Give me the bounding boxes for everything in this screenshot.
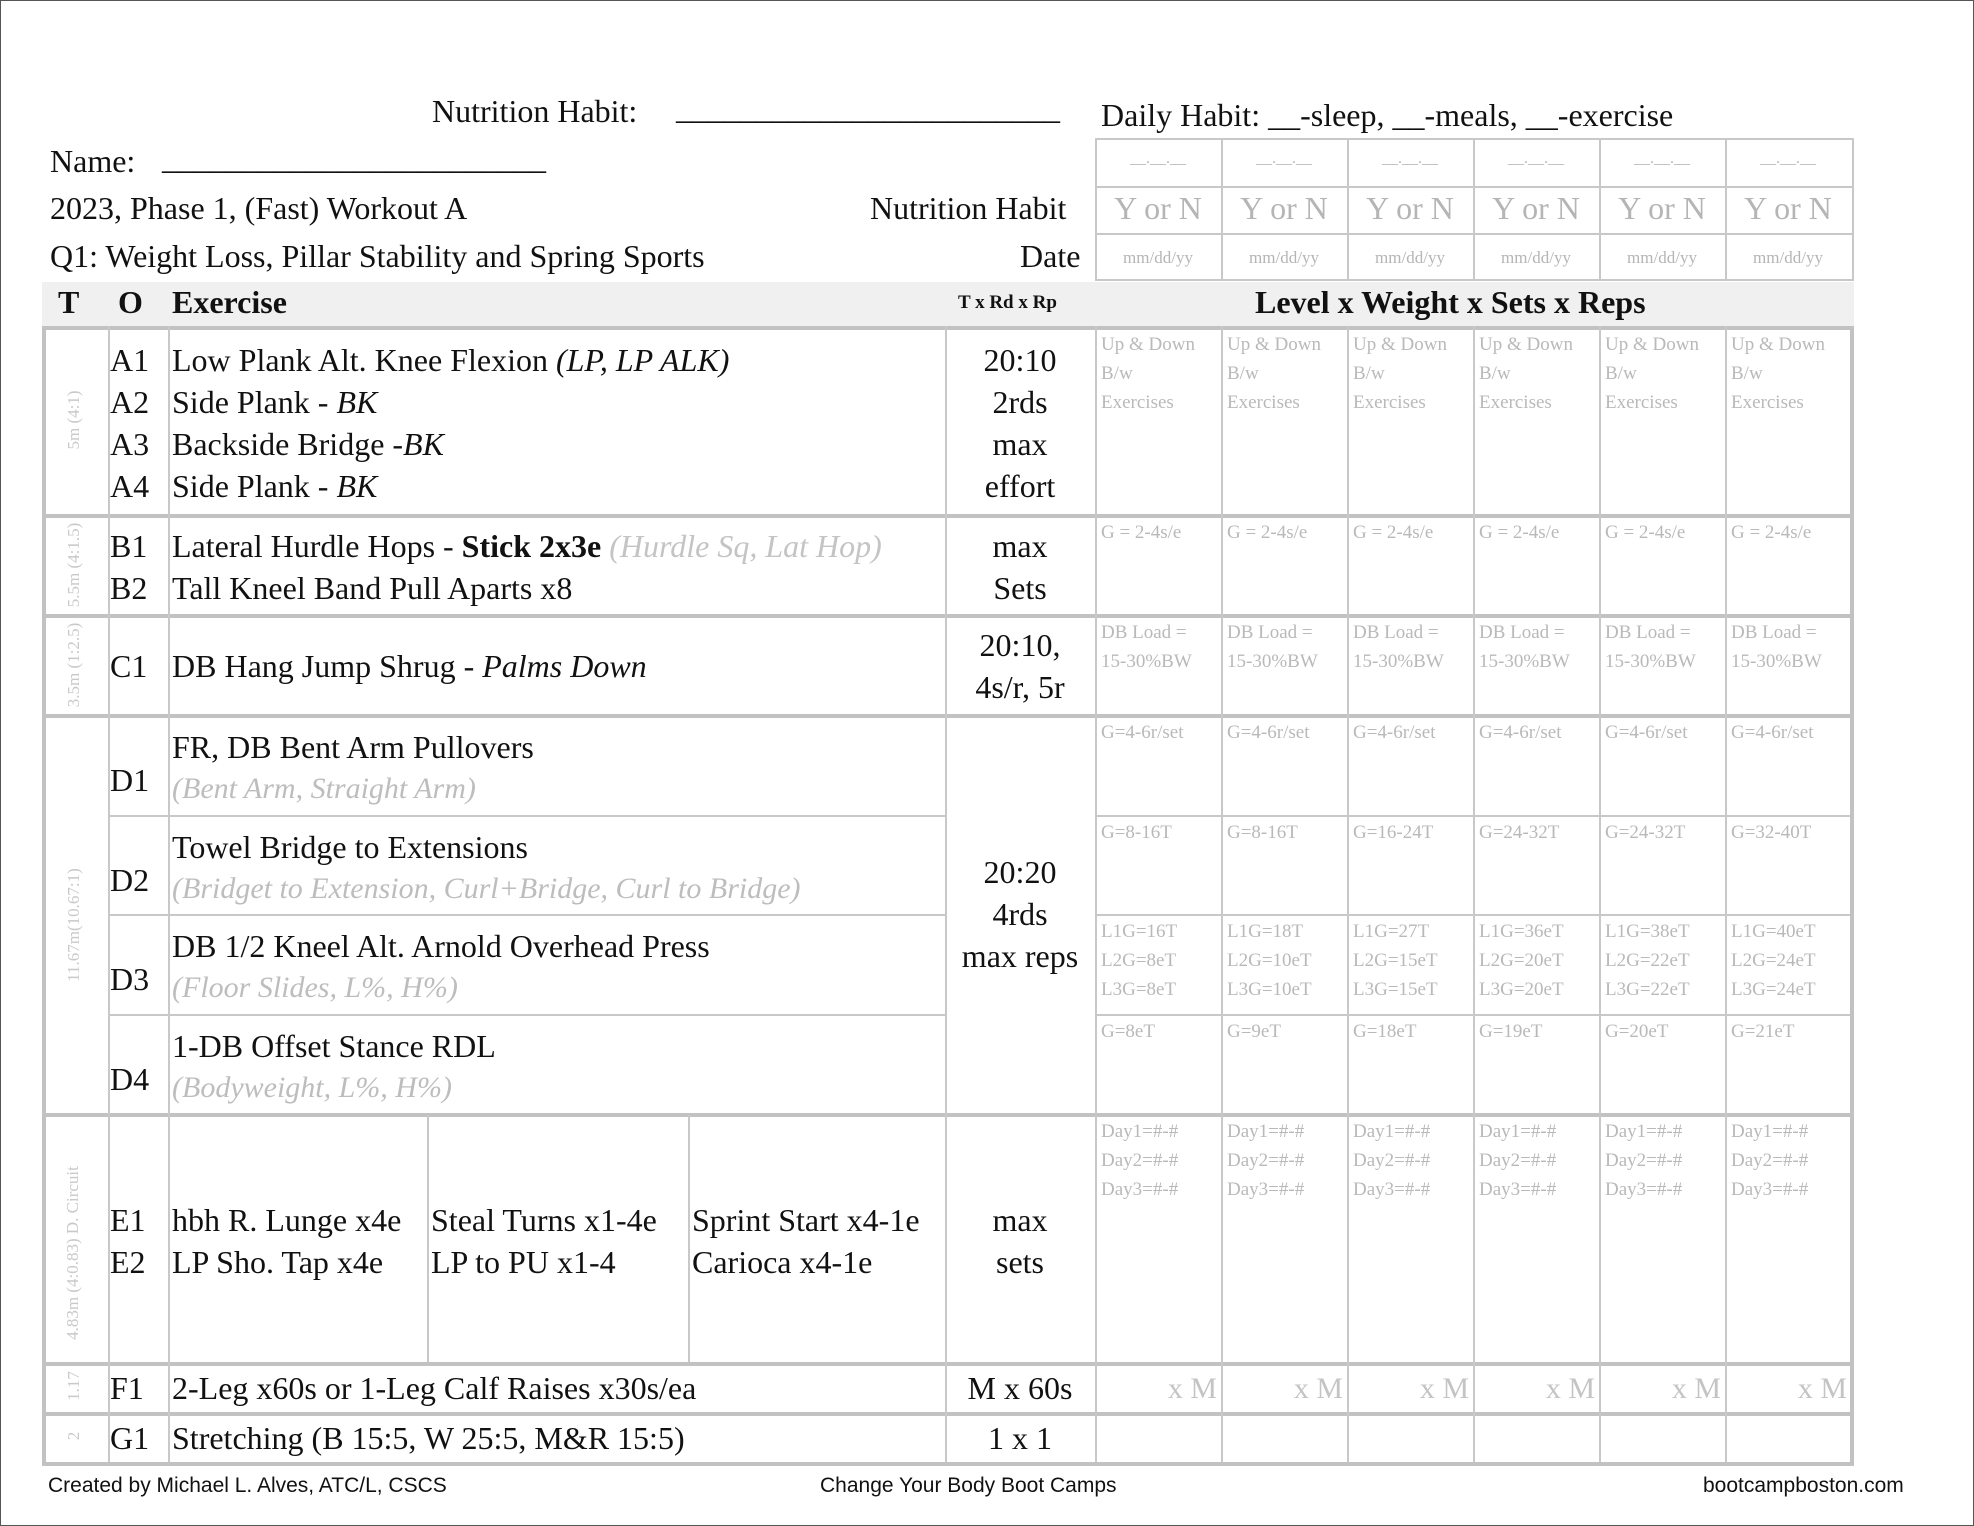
grid-line [1095,326,1097,1462]
date-cell[interactable]: mm/dd/yy [1249,248,1319,267]
footer-website[interactable]: bootcampboston.com [1703,1474,1904,1497]
name-label: Name: [50,143,136,179]
block-a-note[interactable]: Up & Down B/w Exercises [1353,334,1447,413]
block-c-note[interactable]: DB Load = 15-30%BW [1227,622,1318,672]
exercise-g1: Stretching (B 15:5, W 25:5, M&R 15:5) [172,1420,685,1456]
nutrition-habit-field[interactable]: ________________________ [676,90,1060,126]
block-f-note[interactable]: x M [1545,1372,1595,1405]
code-a2: A2 [110,384,150,420]
daily-habit-label[interactable]: Daily Habit: __-sleep, __-meals, __-exercise [1101,97,1674,133]
block-d3-note[interactable]: L1G=18T L2G=10eT L3G=10eT [1227,921,1312,1000]
block-a-note[interactable]: Up & Down B/w Exercises [1479,334,1573,413]
block-a-codes [110,339,160,507]
grid-line [1473,138,1475,281]
col-header-level: Level x Weight x Sets x Reps [1255,284,1646,320]
code-g1: G1 [110,1420,150,1456]
block-d3-note[interactable]: L1G=16T L2G=8eT L3G=8eT [1101,921,1178,1000]
code-b2: B2 [110,570,148,606]
exercise-f1: 2-Leg x60s or 1-Leg Calf Raises x30s/ea [172,1370,697,1406]
grid-line [1347,138,1349,281]
block-e-codes [110,1199,160,1283]
grid-line [42,1462,1854,1466]
grid-line [110,1014,945,1016]
date-cell[interactable]: mm/dd/yy [1627,248,1697,267]
block-b-time: 5.5m (4:1.5) [64,522,83,608]
block-d3-note[interactable]: L1G=36eT L2G=20eT L3G=20eT [1479,921,1564,1000]
block-f-note[interactable]: x M [1293,1372,1343,1405]
nutrition-yn-cell[interactable]: Y or N [1240,190,1328,226]
block-b-note[interactable]: G = 2-4s/e [1479,522,1560,543]
block-d3-note[interactable]: L1G=40eT L2G=24eT L3G=24eT [1731,921,1816,1000]
col-header-exercise: Exercise [172,284,287,320]
block-e-note[interactable]: Day1=#-# Day2=#-# Day3=#-# [1227,1121,1305,1200]
tick-cell[interactable]: __.__.__ [1508,150,1564,167]
block-b-note[interactable]: G = 2-4s/e [1731,522,1812,543]
exercise-b1: Lateral Hurdle Hops - Stick 2x3e (Hurdle Sq, Lat Hop) [172,528,882,564]
code-d2: D2 [110,862,150,898]
exercise-a1: Low Plank Alt. Knee Flexion (LP, LP ALK) [172,342,730,378]
exercise-d3: DB 1/2 Kneel Alt. Arnold Overhead Press [172,928,710,964]
col-header-t: T [58,284,80,320]
tick-cell[interactable]: __.__.__ [1634,150,1690,167]
block-c-time: 3.5m (1:2.5) [64,622,83,708]
block-g-time: 2 [64,1431,83,1441]
exercise-d4: 1-DB Offset Stance RDL [172,1028,496,1064]
grid-line [42,1113,1854,1117]
exercise-d4-alternatives: (Bodyweight, L%, H%) [172,1071,452,1104]
nutrition-yn-cell[interactable]: Y or N [1744,190,1832,226]
block-a-exercises [172,339,942,507]
grid-line [1852,138,1854,281]
date-cell[interactable]: mm/dd/yy [1375,248,1445,267]
block-d2-note[interactable]: G=16-24T [1353,822,1434,843]
nutrition-habit-label: Nutrition Habit: [432,93,638,129]
grid-line [688,1115,690,1362]
tick-cell[interactable]: __.__.__ [1256,150,1312,167]
code-e2: E2 [110,1244,146,1280]
block-f-note[interactable]: x M [1797,1372,1847,1405]
code-e1: E1 [110,1202,146,1238]
date-cell[interactable]: mm/dd/yy [1123,248,1193,267]
block-b-exercises [172,525,942,609]
grid-line [168,326,170,1462]
date-row-label: Date [1020,238,1081,274]
block-c-note[interactable]: DB Load = 15-30%BW [1101,622,1192,672]
date-cell[interactable]: mm/dd/yy [1753,248,1823,267]
code-d3: D3 [110,961,150,997]
block-b-codes [110,525,160,609]
grid-line [110,914,945,916]
exercise-d1: FR, DB Bent Arm Pullovers [172,729,534,765]
exercise-d2: Towel Bridge to Extensions [172,829,528,865]
block-f-note[interactable]: x M [1167,1372,1217,1405]
grid-line [42,1362,1854,1366]
grid-line [1221,326,1223,1462]
exercise-a2: Side Plank - BK [172,384,378,420]
block-c-note[interactable]: DB Load = 15-30%BW [1479,622,1570,672]
block-d1-note[interactable]: G=4-6r/set [1227,722,1310,743]
tick-cell[interactable]: __.__.__ [1382,150,1438,167]
exercise-d2-alternatives: (Bridget to Extension, Curl+Bridge, Curl to Bridge) [172,872,801,905]
grid-line [1473,326,1475,1462]
block-d1-note[interactable]: G=4-6r/set [1731,722,1814,743]
name-field[interactable]: ________________________ [162,140,546,176]
code-a4: A4 [110,468,150,504]
grid-line [1599,138,1601,281]
exercise-d1-alternatives: (Bent Arm, Straight Arm) [172,772,476,805]
grid-line [42,714,1854,718]
nutrition-yn-cell[interactable]: Y or N [1114,190,1202,226]
block-f-scheme: M x 60s [967,1370,1073,1406]
grid-line [1850,326,1854,1464]
date-cell[interactable]: mm/dd/yy [1501,248,1571,267]
block-b-note[interactable]: G = 2-4s/e [1101,522,1182,543]
nutrition-yn-cell[interactable]: Y or N [1492,190,1580,226]
block-e-col3: Sprint Start x4-1e Carioca x4-1e [692,1202,920,1280]
block-d1-note[interactable]: G=4-6r/set [1353,722,1436,743]
tick-cell[interactable]: __.__.__ [1130,150,1186,167]
footer-author: Created by Michael L. Alves, ATC/L, CSCS [48,1474,447,1497]
footer-company: Change Your Body Boot Camps [820,1474,1117,1497]
exercise-c1: DB Hang Jump Shrug - Palms Down [172,648,647,684]
block-c-note[interactable]: DB Load = 15-30%BW [1605,622,1696,672]
nutrition-row-label: Nutrition Habit [870,190,1067,226]
col-header-o: O [118,284,143,320]
block-d4-note[interactable]: G=8eT [1101,1021,1155,1042]
nutrition-yn-cell[interactable]: Y or N [1366,190,1454,226]
block-a-note[interactable]: Up & Down B/w Exercises [1101,334,1195,413]
col-header-scheme: T x Rd x Rp [958,292,1057,313]
block-d2-note[interactable]: G=24-32T [1479,822,1560,843]
block-a-note[interactable]: Up & Down B/w Exercises [1731,334,1825,413]
block-d4-note[interactable]: G=18eT [1353,1021,1417,1042]
block-b-scheme: max Sets [992,528,1048,606]
block-a-note[interactable]: Up & Down B/w Exercises [1227,334,1321,413]
block-a-time: 5m (4:1) [64,390,83,450]
block-d1-note[interactable]: G=4-6r/set [1479,722,1562,743]
block-d4-note[interactable]: G=20eT [1605,1021,1669,1042]
grid-line [42,614,1854,618]
grid-line [42,326,1854,330]
code-d4: D4 [110,1061,150,1097]
block-d3-note[interactable]: L1G=38eT L2G=22eT L3G=22eT [1605,921,1690,1000]
block-d2-note[interactable]: G=32-40T [1731,822,1812,843]
grid-line [1221,138,1223,281]
block-e-note[interactable]: Day1=#-# Day2=#-# Day3=#-# [1101,1121,1179,1200]
exercise-d3-alternatives: (Floor Slides, L%, H%) [172,971,458,1004]
code-c1: C1 [110,648,148,684]
code-a1: A1 [110,342,150,378]
block-d3-note[interactable]: L1G=27T L2G=15eT L3G=15eT [1353,921,1438,1000]
code-b1: B1 [110,528,148,564]
grid-line [1095,138,1097,281]
block-c-note[interactable]: DB Load = 15-30%BW [1353,622,1444,672]
grid-line [42,326,46,1464]
code-d1: D1 [110,762,150,798]
block-b-note[interactable]: G = 2-4s/e [1227,522,1308,543]
block-e-note[interactable]: Day1=#-# Day2=#-# Day3=#-# [1731,1121,1809,1200]
code-f1: F1 [110,1370,144,1406]
code-a3: A3 [110,426,150,462]
block-b-note[interactable]: G = 2-4s/e [1605,522,1686,543]
block-c-scheme: 20:10, 4s/r, 5r [975,627,1065,705]
block-e-time: 4.83m (4:0.83) D. Circuit [63,1166,82,1340]
block-d1-note[interactable]: G=4-6r/set [1605,722,1688,743]
exercise-a3: Backside Bridge -BK [172,426,444,462]
nutrition-yn-cell[interactable]: Y or N [1618,190,1706,226]
grid-line [1725,138,1727,281]
block-d4-note[interactable]: G=9eT [1227,1021,1281,1042]
block-d4-note[interactable]: G=19eT [1479,1021,1543,1042]
grid-line [1725,326,1727,1462]
block-e-note[interactable]: Day1=#-# Day2=#-# Day3=#-# [1353,1121,1431,1200]
grid-line [42,514,1854,518]
block-d2-note[interactable]: G=24-32T [1605,822,1686,843]
grid-line [110,815,945,817]
block-b-note[interactable]: G = 2-4s/e [1353,522,1434,543]
grid-line [427,1115,429,1362]
block-g-scheme: 1 x 1 [988,1420,1052,1456]
grid-line [1347,326,1349,1462]
block-c-note[interactable]: DB Load = 15-30%BW [1731,622,1822,672]
block-d2-note[interactable]: G=8-16T [1101,822,1172,843]
block-d2-note[interactable]: G=8-16T [1227,822,1298,843]
block-e-note[interactable]: Day1=#-# Day2=#-# Day3=#-# [1479,1121,1557,1200]
block-d-scheme: 20:20 4rds max reps [961,854,1079,974]
block-a-note[interactable]: Up & Down B/w Exercises [1605,334,1699,413]
quarter-title: Q1: Weight Loss, Pillar Stability and Spring Sports [50,238,705,274]
block-e-note[interactable]: Day1=#-# Day2=#-# Day3=#-# [1605,1121,1683,1200]
tick-cell[interactable]: __.__.__ [1760,150,1816,167]
block-d-time: 11.67m(10.67:1) [64,868,83,982]
grid-line [42,1412,1854,1416]
block-e-col1: hbh R. Lunge x4e LP Sho. Tap x4e [172,1202,402,1280]
block-a-scheme: 20:10 2rds max effort [983,342,1057,504]
block-f-note[interactable]: x M [1671,1372,1721,1405]
block-f-note[interactable]: x M [1419,1372,1469,1405]
exercise-a4: Side Plank - BK [172,468,378,504]
block-e-scheme: max sets [992,1202,1048,1280]
block-e-col2: Steal Turns x1-4e LP to PU x1-4 [431,1202,657,1280]
grid-line [1599,326,1601,1462]
block-f-time: 1.17 [64,1371,83,1401]
block-d1-note[interactable]: G=4-6r/set [1101,722,1184,743]
exercise-b2: Tall Kneel Band Pull Aparts x8 [172,570,573,606]
block-d4-note[interactable]: G=21eT [1731,1021,1795,1042]
program-title: 2023, Phase 1, (Fast) Workout A [50,190,468,226]
